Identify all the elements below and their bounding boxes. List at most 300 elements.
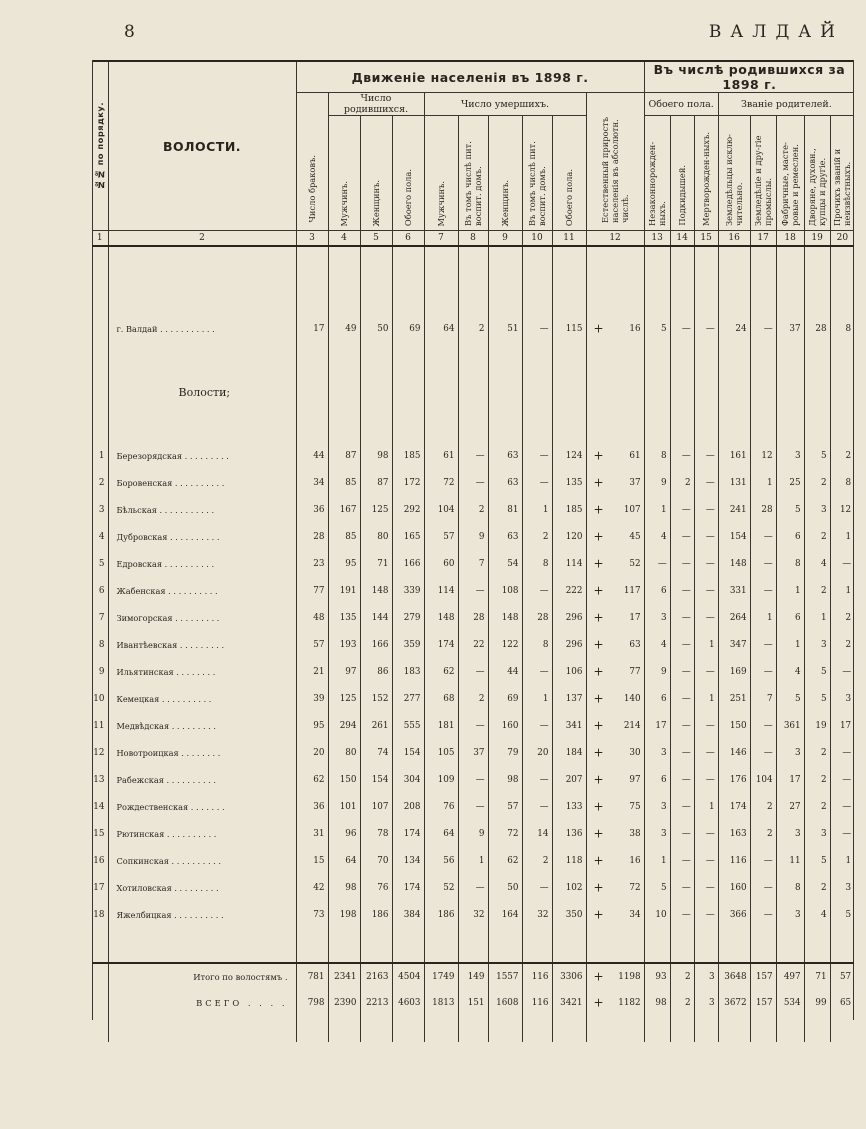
column-number-row [92,231,854,247]
cell-value: — [694,523,718,550]
cell-value: 96 [328,820,360,847]
cell-value: 185 [552,496,586,523]
cell-value: 102 [552,874,586,901]
empty-cell [776,414,804,442]
cell-value: 174 [424,631,458,658]
cell-value: — [522,442,552,469]
empty-cell [552,370,586,414]
cell-value: 79 [488,739,522,766]
cell-value: + 52 [586,550,644,577]
cell-value: — [830,739,854,766]
col19-header: Дворяне, духовн., купцы и другіе. [804,116,830,231]
empty-cell [776,928,804,963]
cell-value: + 1198 [586,963,644,990]
cell-value: 5 [644,874,670,901]
cell-value: 37 [458,739,488,766]
cell-value: 25 [776,469,804,496]
cell-value: 4603 [392,990,424,1016]
cell-value: 8 [522,550,552,577]
cell-value: — [522,766,552,793]
cell-value: 108 [488,577,522,604]
column-number: 9 [488,231,522,247]
cell-value: 17 [776,766,804,793]
cell-value: — [670,523,694,550]
cell-value: — [830,793,854,820]
volost-row [92,442,854,469]
cell-value: — [694,820,718,847]
cell-value: — [830,766,854,793]
cell-value: 3 [644,739,670,766]
empty-cell [458,414,488,442]
cell-value: 193 [328,631,360,658]
empty-cell [644,342,670,370]
empty-cell [328,246,360,281]
row-name: Боровенская . . . . . . . . . . [108,469,296,496]
cell-value: + 16 [586,315,644,342]
plus-sign: + [593,879,604,894]
cell-value: 56 [424,847,458,874]
row-number: 11 [93,720,105,731]
spacer-row [92,281,854,315]
empty-cell [488,342,522,370]
empty-cell [108,414,296,442]
cell-value: — [670,658,694,685]
cell-value: 341 [552,712,586,739]
cell-value: 34 [296,469,328,496]
cell-value: 95 [328,550,360,577]
cell-value: 2 [522,523,552,550]
cell-value: 1 [694,631,718,658]
empty-cell [360,342,392,370]
row-name: Рабежская . . . . . . . . . . [108,766,296,793]
cell-value: 1 [776,577,804,604]
cell-value: — [458,793,488,820]
cell-value: 154 [392,739,424,766]
empty-cell [522,246,552,281]
row-name: ВСЕГО . . . . [108,990,296,1016]
cell-value: 72 [424,469,458,496]
cell-value: — [670,766,694,793]
cell-value: — [522,469,552,496]
cell-value: 1608 [488,990,522,1016]
empty-cell [586,281,644,315]
volost-row [92,496,854,523]
cell-value: 4 [804,901,830,928]
cell-value: 150 [328,766,360,793]
empty-cell [392,414,424,442]
empty-cell [776,246,804,281]
cell-value: 104 [750,766,776,793]
cell-value: — [694,874,718,901]
cell-value: 165 [392,523,424,550]
empty-cell [522,370,552,414]
cell-value: 80 [360,523,392,550]
cell-value: — [830,550,854,577]
empty-cell [488,370,522,414]
empty-cell [804,246,830,281]
column-number: 15 [694,231,718,247]
cell-value: 176 [718,766,750,793]
column-number: 6 [392,231,424,247]
cell-value: 4 [804,550,830,577]
cell-value: 1749 [424,963,458,990]
row-name: Ильятинская . . . . . . . . [108,658,296,685]
cell-value: 2 [804,523,830,550]
empty-cell [830,281,854,315]
cell-value: 63 [488,469,522,496]
section-title: Волости; [108,370,296,414]
volost-row [92,820,854,847]
cell-value: 148 [718,550,750,577]
cell-value: 174 [718,793,750,820]
empty-cell [644,246,670,281]
col20-header: Прочихъ званій и неизвѣстныхъ. [830,116,854,231]
row-name: Ивантѣевская . . . . . . . . . [108,631,296,658]
cell-value: 296 [552,604,586,631]
cell-value: 131 [718,469,750,496]
row-name: Новотроицкая . . . . . . . . [108,739,296,766]
empty-cell [92,246,108,281]
cell-value: 1 [776,631,804,658]
cell-value: + 30 [586,739,644,766]
cell-value: 2 [670,469,694,496]
row-number [92,963,108,990]
empty-cell [328,928,360,963]
empty-cell [750,281,776,315]
cell-value: + 107 [586,496,644,523]
empty-cell [458,1016,488,1042]
volost-row [92,793,854,820]
plus-sign: + [593,528,604,543]
empty-cell [804,414,830,442]
cell-value: 50 [488,874,522,901]
cell-value: 5 [804,658,830,685]
cell-value: 366 [718,901,750,928]
cell-value: 27 [776,793,804,820]
cell-value: — [670,874,694,901]
volost-row [92,712,854,739]
empty-cell [552,281,586,315]
empty-cell [830,928,854,963]
cell-value: 10 [644,901,670,928]
empty-cell [694,342,718,370]
empty-cell [804,370,830,414]
cell-value: 42 [296,874,328,901]
empty-cell [718,414,750,442]
row-number: 15 [93,828,105,839]
cell-value: 3421 [552,990,586,1016]
cell-value: 497 [776,963,804,990]
empty-cell [424,414,458,442]
cell-value: 1 [830,847,854,874]
cell-value: 98 [328,874,360,901]
empty-cell [108,342,296,370]
empty-cell [488,246,522,281]
empty-cell [328,1016,360,1042]
empty-cell [586,1016,644,1042]
cell-value: 69 [392,315,424,342]
cell-value: 3648 [718,963,750,990]
cell-value: — [750,315,776,342]
cell-value: 160 [718,874,750,901]
volost-row [92,523,854,550]
empty-cell [296,246,328,281]
cell-value: + 61 [586,442,644,469]
empty-cell [296,414,328,442]
deaths-group-header: Число умершихъ. [424,93,586,116]
cell-value: 3 [804,820,830,847]
column-number: 11 [552,231,586,247]
empty-cell [750,928,776,963]
empty-cell [360,281,392,315]
spacer-row [92,246,854,281]
cell-value: 114 [552,550,586,577]
cell-value: 20 [522,739,552,766]
cell-value: — [522,874,552,901]
row-number: 8 [98,639,105,650]
empty-cell [92,342,108,370]
empty-cell [804,281,830,315]
cell-value: 166 [392,550,424,577]
cell-value: 5 [804,685,830,712]
plus-sign: + [593,690,604,705]
cell-value: 1 [830,577,854,604]
cell-value: 4 [644,523,670,550]
cell-value: 14 [522,820,552,847]
cell-value: 185 [392,442,424,469]
empty-cell [694,246,718,281]
empty-cell [458,342,488,370]
cell-value: 8 [830,315,854,342]
cell-value: 87 [360,469,392,496]
cell-value: 144 [360,604,392,631]
volost-row [92,766,854,793]
cell-value: 186 [424,901,458,928]
empty-cell [392,370,424,414]
cell-value: 261 [360,712,392,739]
cell-value: 57 [830,963,854,990]
cell-value: 31 [296,820,328,847]
plus-sign: + [593,474,604,489]
cell-value: 1813 [424,990,458,1016]
cell-value: 1 [644,496,670,523]
cell-value: 32 [522,901,552,928]
cell-value: 1 [458,847,488,874]
cell-value: + 72 [586,874,644,901]
empty-cell [458,246,488,281]
cell-value: 71 [360,550,392,577]
row-number: 12 [93,747,105,758]
empty-cell [552,928,586,963]
cell-value: — [670,685,694,712]
cell-value: — [458,469,488,496]
col-no-header: №№ по порядку. [92,62,108,231]
empty-cell [552,414,586,442]
cell-value: 152 [360,685,392,712]
empty-cell [424,342,458,370]
empty-cell [360,928,392,963]
page-title: ВАЛДАЙ [708,22,844,42]
cell-value: — [830,658,854,685]
empty-cell [694,281,718,315]
cell-value: 294 [328,712,360,739]
empty-cell [552,342,586,370]
page-number: 8 [124,22,135,42]
movement-group-header: Движеніе населенія въ 1898 г. [296,62,644,93]
cell-value: 2390 [328,990,360,1016]
column-number: 20 [830,231,854,247]
row-number: 1 [98,450,105,461]
cell-value: 98 [360,442,392,469]
cell-value: 174 [392,874,424,901]
cell-value: + 1182 [586,990,644,1016]
cell-value: 154 [718,523,750,550]
empty-cell [458,370,488,414]
volost-row [92,685,854,712]
cell-value: 60 [424,550,458,577]
cell-value: 166 [360,631,392,658]
cell-value: — [750,577,776,604]
cell-value: 339 [392,577,424,604]
cell-value: — [522,712,552,739]
empty-cell [718,1016,750,1042]
row-name: Медвѣдская . . . . . . . . . [108,712,296,739]
cell-value: + 97 [586,766,644,793]
empty-cell [750,370,776,414]
plus-sign: + [593,320,604,335]
row-number: 7 [98,612,105,623]
cell-value: 1 [694,793,718,820]
column-number: 18 [776,231,804,247]
cell-value: — [458,658,488,685]
empty-cell [108,281,296,315]
empty-cell [670,1016,694,1042]
volost-row [92,604,854,631]
cell-value: 3 [830,874,854,901]
cell-value: 17 [296,315,328,342]
col9-header: Женщинъ. [488,116,522,231]
cell-value: 251 [718,685,750,712]
empty-cell [328,414,360,442]
volost-row [92,658,854,685]
cell-value: 148 [424,604,458,631]
cell-value: 3 [644,604,670,631]
empty-cell [424,928,458,963]
empty-cell [328,342,360,370]
cell-value: 39 [296,685,328,712]
empty-cell [644,281,670,315]
empty-cell [776,1016,804,1042]
cell-value: — [670,820,694,847]
empty-cell [424,1016,458,1042]
cell-value: 23 [296,550,328,577]
cell-value: 9 [644,658,670,685]
cell-value: 104 [424,496,458,523]
cell-value: + 63 [586,631,644,658]
empty-cell [522,1016,552,1042]
col8-header: Въ томъ числѣ пит. воспит. домъ. [458,116,488,231]
statistics-table [92,62,854,1042]
column-number: 5 [360,231,392,247]
row-number [92,315,108,342]
cell-value: — [670,604,694,631]
cell-value: — [458,766,488,793]
row-number: 14 [93,801,105,812]
cell-value: — [750,631,776,658]
parents-group-header: Званіе родителей. [718,93,854,116]
cell-value: 8 [522,631,552,658]
cell-value: 1 [830,523,854,550]
column-number: 7 [424,231,458,247]
cell-value: + 77 [586,658,644,685]
empty-cell [522,928,552,963]
cell-value: — [522,793,552,820]
cell-value: — [694,550,718,577]
cell-value: 80 [328,739,360,766]
cell-value: 8 [644,442,670,469]
cell-value: 78 [360,820,392,847]
empty-cell [488,928,522,963]
row-name: Сопкинская . . . . . . . . . . [108,847,296,874]
volost-row [92,847,854,874]
col7-header: Мужчинъ. [424,116,458,231]
cell-value: 81 [488,496,522,523]
plus-sign: + [593,555,604,570]
cell-value: — [670,550,694,577]
col6-header: Обоего пола. [392,116,424,231]
cell-value: + 117 [586,577,644,604]
empty-cell [392,928,424,963]
cell-value: 36 [296,496,328,523]
empty-cell [670,342,694,370]
col11-header: Обоего пола. [552,116,586,231]
cell-value: — [670,739,694,766]
cell-value: 151 [458,990,488,1016]
cell-value: 3 [804,496,830,523]
cell-value: — [694,712,718,739]
cell-value: 87 [328,442,360,469]
cell-value: 2 [522,847,552,874]
cell-value: 2341 [328,963,360,990]
cell-value: — [458,442,488,469]
row-name: Дубровская . . . . . . . . . . [108,523,296,550]
cell-value: — [694,442,718,469]
cell-value: 115 [552,315,586,342]
cell-value: — [694,847,718,874]
cell-value: — [458,874,488,901]
cell-value: + 75 [586,793,644,820]
plus-sign: + [593,582,604,597]
cell-value: 137 [552,685,586,712]
row-name: Хотиловская . . . . . . . . . [108,874,296,901]
cell-value: 8 [776,874,804,901]
volost-row [92,550,854,577]
cell-value: 9 [458,523,488,550]
empty-cell [328,281,360,315]
cell-value: 135 [328,604,360,631]
cell-value: 157 [750,990,776,1016]
cell-value: 85 [328,469,360,496]
cell-value: 6 [776,523,804,550]
col10-header: Въ томъ числѣ пит. воспит. домъ. [522,116,552,231]
cell-value: 2 [458,315,488,342]
cell-value: — [670,901,694,928]
empty-cell [830,370,854,414]
cell-value: + 140 [586,685,644,712]
row-name: Бѣльская . . . . . . . . . . . [108,496,296,523]
cell-value: 98 [488,766,522,793]
cell-value: — [670,631,694,658]
